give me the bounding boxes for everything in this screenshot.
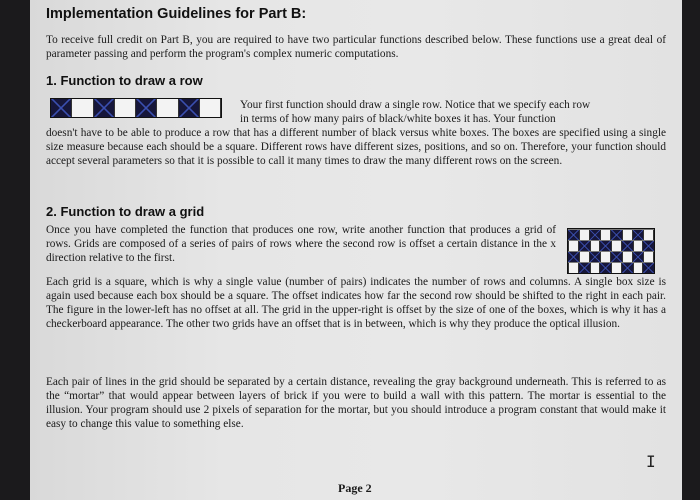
black-box — [611, 230, 622, 240]
section2-paragraph3: Each pair of lines in the grid should be separated by a certain distance, revealing the gray background underneath. This is referred to as the “mortar” that would appear between layers of brick if you were to build a wall with this pattern. The mortar is essential to the illusion. Your program should use 2 pixels of separation for the mortar, but you should introduce a program constant that would make it easy to change this value to something else. — [46, 376, 666, 430]
black-box — [622, 263, 633, 273]
black-box — [633, 252, 644, 262]
white-box — [611, 241, 622, 251]
page-title: Implementation Guidelines for Part B: — [46, 6, 307, 22]
white-box — [633, 263, 644, 273]
grid-row — [568, 230, 654, 240]
section1-line1: Your first function should draw a single row. Notice that we specify each row — [240, 99, 591, 111]
white-box — [622, 230, 633, 240]
black-box — [568, 230, 579, 240]
black-box — [579, 241, 590, 251]
black-box — [643, 263, 654, 273]
section2-paragraph2: Each grid is a square, which is why a single value (number of pairs) indicates the number of rows and columns. A single box size is again used because each box should be a square. The offset indicates how far the second row should be shifted to the right in each pair. The figure in the lower-left has no offset at all. The grid in the upper-right is offset by the size of one of the boxes, which is why it has a checkerboard appearance. The other two grids have an offset that is in between, which is why they produce the optical illusion. — [46, 276, 666, 330]
section1-line2: in terms of how many pairs of black/white boxes it has. Your function — [240, 113, 556, 125]
section2-paragraph1: Once you have completed the function that produces one row, write another function that produces a grid of rows. Grids are composed of a series of pairs of rows where the second row is offset a certain distance in the x direction relative to the first. — [46, 224, 556, 264]
grid-row — [568, 263, 654, 273]
black-box — [611, 252, 622, 262]
white-box — [579, 230, 590, 240]
white-box — [568, 263, 579, 273]
white-box — [622, 252, 633, 262]
black-box — [94, 99, 114, 117]
white-box — [71, 99, 93, 117]
section1-heading: 1. Function to draw a row — [46, 73, 203, 88]
grid-figure — [567, 228, 655, 274]
document-page — [30, 0, 682, 500]
black-box — [179, 99, 199, 117]
white-box — [600, 252, 611, 262]
white-box — [600, 230, 611, 240]
grid-row — [568, 252, 654, 262]
section2-heading: 2. Function to draw a grid — [46, 204, 205, 219]
intro-paragraph: To receive full credit on Part B, you are required to have two particular functions described below. These functions use a great deal of parameter passing and perform the program's complex numeric computations. — [46, 34, 666, 60]
white-box — [199, 99, 221, 117]
white-box — [633, 241, 644, 251]
white-box — [611, 263, 622, 273]
black-box — [136, 99, 156, 117]
black-box — [51, 99, 71, 117]
black-box — [643, 241, 654, 251]
grid-row — [568, 241, 654, 251]
white-box — [568, 241, 579, 251]
black-box — [600, 263, 611, 273]
text-cursor-icon: I — [646, 452, 656, 471]
section1-paragraph-rest: doesn't have to be able to produce a row that has a different number of black versus white boxes. The boxes are specified using a single size measure because each should be a square. Different rows have different sizes, positions, and so on. Therefore, your function should accept several parameters so that it is possible to call it many times to draw the many different rows on the screen. — [46, 127, 666, 167]
white-box — [114, 99, 136, 117]
black-box — [590, 252, 601, 262]
white-box — [643, 230, 654, 240]
black-box — [590, 230, 601, 240]
black-box — [568, 252, 579, 262]
white-box — [156, 99, 178, 117]
row-figure — [50, 98, 222, 118]
black-box — [622, 241, 633, 251]
black-box — [633, 230, 644, 240]
black-box — [600, 241, 611, 251]
white-box — [643, 252, 654, 262]
page-number: Page 2 — [338, 481, 372, 495]
black-box — [579, 263, 590, 273]
white-box — [590, 241, 601, 251]
white-box — [590, 263, 601, 273]
white-box — [579, 252, 590, 262]
